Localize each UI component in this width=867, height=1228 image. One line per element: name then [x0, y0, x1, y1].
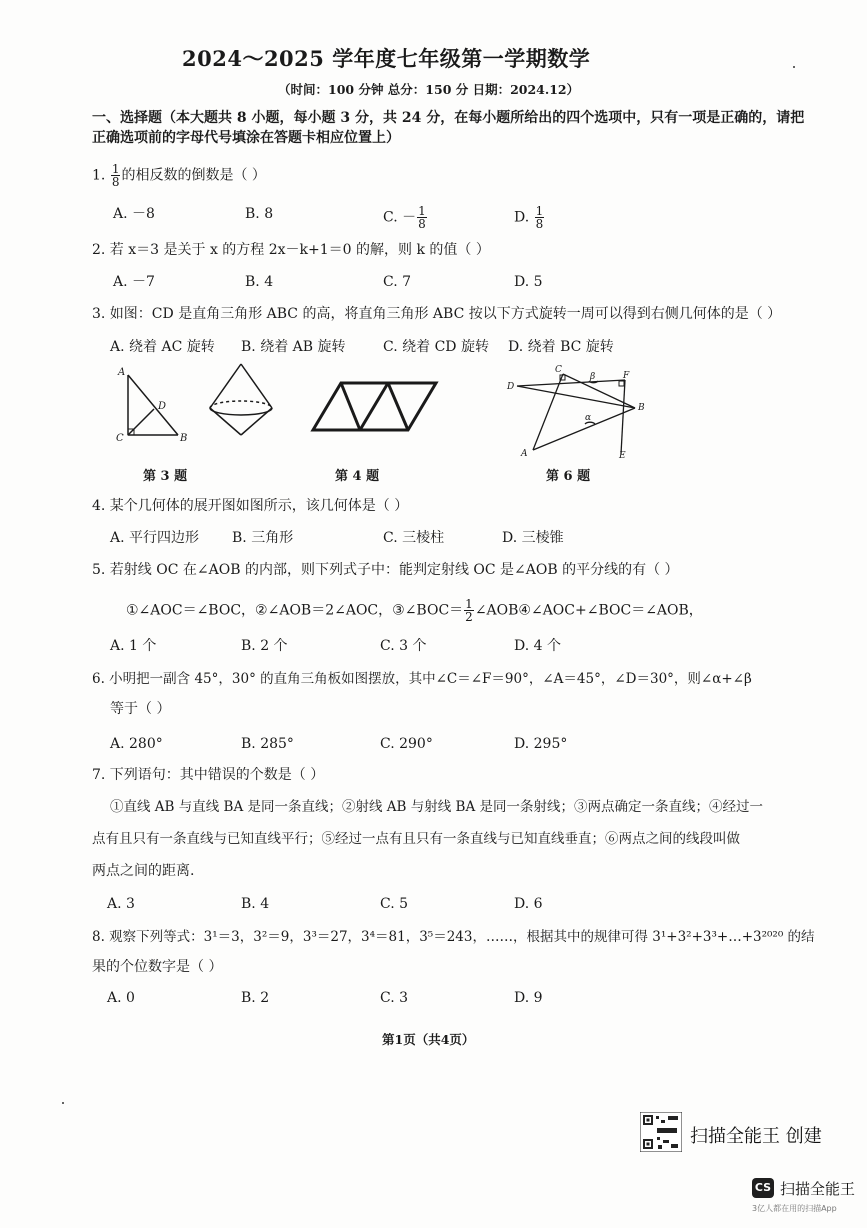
q7-option-b: B. 4 — [241, 896, 270, 912]
q7-option-c: C. 5 — [380, 896, 409, 912]
label-F: F — [623, 371, 630, 381]
q6-option-b: B. 285° — [241, 736, 294, 752]
question-1 — [92, 163, 266, 188]
camscanner-tagline: 3亿人都在用的扫描App — [752, 1204, 837, 1213]
fraction-numerator: 1 — [465, 597, 473, 611]
label-C: C — [116, 433, 124, 444]
fraction-numerator: 1 — [535, 204, 544, 218]
q7-option-d: D. 6 — [514, 896, 543, 912]
question-number: 1. — [92, 167, 106, 184]
q2-option-d: D. 5 — [514, 274, 543, 290]
scan-speck — [793, 66, 795, 68]
label-A: A — [118, 367, 126, 378]
q8-option-a: A. 0 — [107, 990, 135, 1006]
q4-option-b: B. 三角形 — [232, 530, 294, 546]
expression-part-1: ①∠AOC＝∠BOC，②∠AOB＝2∠AOC，③∠BOC＝ — [126, 602, 464, 619]
option-label: C. － — [383, 209, 417, 226]
q3-option-a: A. 绕着 AC 旋转 — [110, 339, 215, 355]
label-beta: β — [590, 372, 596, 382]
question-7-body3: 两点之间的距离. — [92, 863, 195, 879]
label-B: B — [638, 403, 645, 413]
fraction — [464, 598, 474, 623]
q3-option-b: B. 绕着 AB 旋转 — [241, 339, 346, 355]
question-8-line2: 果的个位数字是（ ） — [92, 959, 223, 975]
q5-option-d: D. 4 个 — [514, 638, 561, 654]
fraction-denominator: 2 — [465, 610, 473, 624]
question-5: 5. 若射线 OC 在∠AOB 的内部，则下列式子中：能判定射线 OC 是∠AOB 的平分线的有（ ） — [92, 562, 679, 578]
figure-6-set-squares — [505, 364, 655, 460]
q8-option-c: C. 3 — [380, 990, 409, 1006]
q2-option-c: C. 7 — [383, 274, 412, 290]
page-footer: 第1页（共4页） — [382, 1032, 475, 1047]
q6-option-c: C. 290° — [380, 736, 433, 752]
option-label: D. — [514, 209, 530, 226]
fraction-denominator: 8 — [418, 217, 426, 231]
scan-speck — [62, 1102, 64, 1104]
caption-figure-3: 第 3 题 — [143, 469, 188, 484]
double-cone-solid — [205, 362, 277, 440]
fraction — [535, 205, 545, 230]
fraction-numerator: 1 — [418, 204, 426, 218]
caption-figure-4: 第 4 题 — [335, 469, 380, 484]
fraction-numerator: 1 — [111, 162, 120, 176]
fraction-denominator: 8 — [535, 217, 544, 231]
question-7: 7. 下列语句：其中错误的个数是（ ） — [92, 767, 325, 783]
camscanner-logo-icon: CS — [752, 1178, 774, 1198]
q3-option-c: C. 绕着 CD 旋转 — [383, 339, 489, 355]
figure-3-right-triangle — [112, 365, 196, 447]
figure-4-net — [308, 378, 442, 436]
caption-figure-6: 第 6 题 — [546, 469, 591, 484]
q1-option-b: B. 8 — [245, 206, 274, 222]
fraction — [111, 163, 121, 188]
q1-option-a: A. －8 — [113, 206, 155, 222]
section-heading-line1: 一、选择题（本大题共 8 小题，每小题 3 分，共 24 分，在每小题所给出的四个选项中，只有一项是正确的，请把 — [92, 110, 805, 126]
expression-part-2: ∠AOB④∠AOC+∠BOC＝∠AOB， — [474, 602, 703, 619]
q5-expressions — [126, 598, 703, 623]
q2-option-a: A. －7 — [113, 274, 155, 290]
question-8-line1: 8. 观察下列等式：3¹＝3，3²＝9，3³＝27，3⁴＝81，3⁵＝243，……，根据其中的规律可得 3¹+3²+3³+…+3²⁰²⁰ 的结 — [92, 929, 815, 945]
fraction-denominator: 8 — [111, 175, 120, 189]
question-4: 4. 某个几何体的展开图如图所示，该几何体是（ ） — [92, 498, 409, 514]
question-6-line2: 等于（ ） — [110, 701, 171, 717]
label-E: E — [619, 451, 626, 460]
exam-subtitle: （时间：100 分钟 总分：150 分 日期：2024.12） — [278, 82, 580, 97]
q1-option-c — [383, 205, 428, 230]
label-alpha: α — [585, 413, 592, 423]
question-6-line1: 6. 小明把一副含 45°，30° 的直角三角板如图摆放，其中∠C＝∠F＝90°，∠A＝45°，∠D＝30°，则∠α+∠β — [92, 671, 752, 687]
label-D: D — [507, 382, 515, 392]
camscanner-app-name: 扫描全能王 — [780, 1180, 856, 1198]
question-7-body2: 点有且只有一条直线与已知直线平行；⑤经过一点有且只有一条直线与已知直线垂直；⑥两点之间的线段叫做 — [92, 831, 740, 847]
q3-option-d: D. 绕着 BC 旋转 — [508, 339, 614, 355]
question-7-body1: ①直线 AB 与直线 BA 是同一条直线；②射线 AB 与射线 BA 是同一条射线；③两点确定一条直线；④经过一 — [110, 799, 764, 815]
q8-option-d: D. 9 — [514, 990, 543, 1006]
q5-option-a: A. 1 个 — [110, 638, 157, 654]
q6-option-a: A. 280° — [110, 736, 163, 752]
fraction — [417, 205, 427, 230]
q1-option-d — [514, 205, 545, 230]
q5-option-c: C. 3 个 — [380, 638, 427, 654]
q7-option-a: A. 3 — [107, 896, 135, 912]
question-stem: 的相反数的倒数是（ ） — [121, 167, 266, 184]
q4-option-c: C. 三棱柱 — [383, 530, 445, 546]
label-A: A — [521, 449, 528, 459]
q2-option-b: B. 4 — [245, 274, 274, 290]
label-D: D — [158, 401, 167, 412]
exam-title: 2024～2025 学年度七年级第一学期数学 — [182, 46, 591, 71]
watermark-created-by: 扫描全能王 创建 — [690, 1126, 822, 1147]
q4-option-d: D. 三棱锥 — [502, 530, 564, 546]
q8-option-b: B. 2 — [241, 990, 270, 1006]
qr-code-icon — [640, 1112, 682, 1152]
label-C: C — [555, 365, 562, 375]
q5-option-b: B. 2 个 — [241, 638, 288, 654]
question-2: 2. 若 x＝3 是关于 x 的方程 2x－k+1＝0 的解，则 k 的值（ ） — [92, 242, 490, 258]
label-B: B — [180, 433, 188, 444]
q4-option-a: A. 平行四边形 — [110, 530, 200, 546]
q6-option-d: D. 295° — [514, 736, 568, 752]
section-heading-line2: 正确选项前的字母代号填涂在答题卡相应位置上） — [92, 130, 400, 146]
question-3: 3. 如图：CD 是直角三角形 ABC 的高，将直角三角形 ABC 按以下方式旋转一周可以得到右侧几何体的是（ ） — [92, 306, 782, 322]
